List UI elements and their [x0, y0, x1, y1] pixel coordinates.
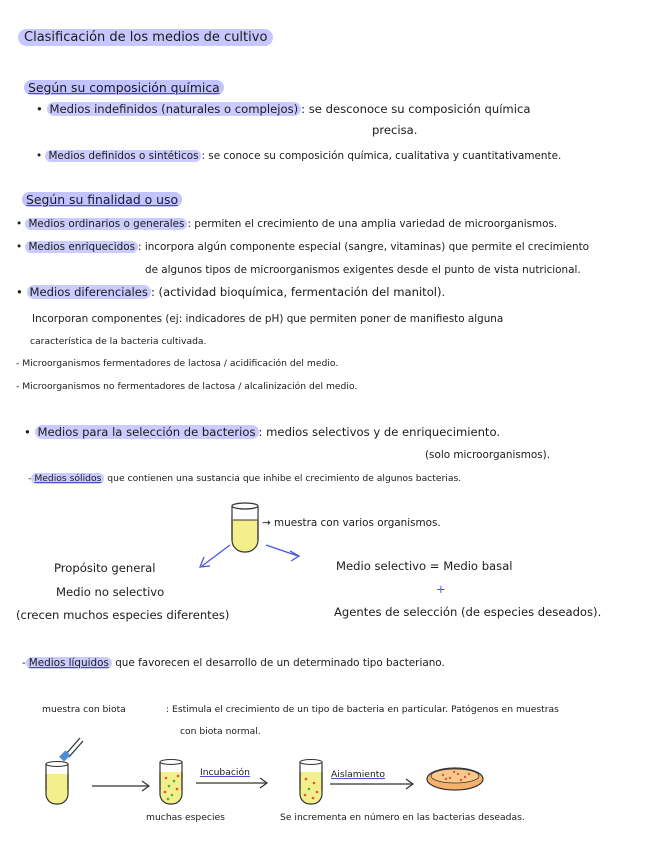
item2-text: : se conoce su composición química, cualitativa y cuantitativamente. [201, 150, 562, 162]
item2-label: Medios definidos o sintéticos [45, 150, 201, 162]
diferenciales-desc: Incorporan componentes (ej: indicadores de pH) que permiten poner de manifiesto alguna [32, 313, 504, 325]
seleccion-item: • Medios para la selección de bacterios : medios selectivos y de enriquecimiento. [24, 425, 501, 439]
composicion-item-1: • Medios indefinidos (naturales o complejos) : se desconoce su composición química [36, 102, 531, 116]
diferenciales-item: • Medios diferenciales : (actividad bioquímica, fermentación del manitol). [16, 285, 446, 299]
no-fermentadores-item: - Microorganismos no fermentadores de lactosa / alcalinización del medio. [16, 381, 358, 392]
composicion-heading: Según su composición química [24, 81, 224, 95]
fermentadores-item: - Microorganismos fermentadores de lactosa / acidificación del medio. [16, 358, 339, 369]
arrow-1 [92, 781, 149, 791]
diferenciales-desc-cont: característica de la bacteria cultivada. [30, 336, 207, 347]
ordinarios-item: • Medios ordinarios o generales : permiten el crecimiento de una amplia variedad de microorganismos. [16, 218, 558, 230]
liquidos-item: - Medios líquidos que favorecen el desarrollo de un determinado tipo bacteriano. [22, 657, 445, 669]
proposito-general: Propósito general [54, 561, 156, 575]
arrow-3 [330, 779, 413, 789]
crecen-especies: (crecen muchos especies diferentes) [16, 608, 230, 622]
muchas-especies: muchas especies [146, 812, 225, 823]
test-tube-2 [160, 760, 182, 805]
muestra-label: → muestra con varios organismos. [262, 517, 441, 529]
biota-text: : Estimula el crecimiento de un tipo de bacteria en particular. Patógenos en muestras [166, 704, 559, 715]
medio-no-selectivo: Medio no selectivo [56, 585, 165, 599]
incubacion-label: Incubación [200, 767, 250, 778]
item1-label: Medios indefinidos (naturales o complejos) [47, 102, 302, 116]
test-tube-main [232, 503, 258, 552]
aislamiento-label: Aislamiento [331, 769, 386, 780]
composicion-item-1-cont: precisa. [372, 123, 418, 137]
agentes-seleccion: Agentes de selección (de especies deseados). [334, 605, 602, 619]
biota-text-cont: con biota normal. [180, 726, 261, 737]
enriquecidos-item-cont: de algunos tipos de microorganismos exigentes desde el punto de vista nutricional. [145, 264, 581, 276]
petri-dish [427, 768, 483, 790]
test-tube-3 [300, 760, 322, 805]
test-tube-1 [46, 762, 68, 805]
finalidad-heading: Según su finalidad o uso [22, 193, 182, 207]
medio-selectivo: Medio selectivo = Medio basal [336, 559, 513, 573]
composicion-item-2: • Medios definidos o sintéticos : se conoce su composición química, cualitativa y cuantitativamente. [36, 150, 562, 162]
biota-label: muestra con biota [42, 704, 126, 715]
pipette [59, 738, 83, 762]
plus-sign: + [436, 582, 446, 596]
solidos-item: - Medios sólidos que contienen una sustancia que inhibe el crecimiento de algunos bacterias. [28, 473, 462, 484]
enriquecidos-item: • Medios enriquecidos : incorpora algún componente especial (sangre, vitaminas) que permite el crecimiento [16, 241, 590, 253]
item1-text: : se desconoce su composición química [301, 102, 531, 116]
arrow-2 [196, 778, 267, 788]
incrementa-label: Se incrementa en número en las bacterias deseadas. [280, 812, 525, 823]
seleccion-item-cont: (solo microorganismos). [425, 449, 551, 461]
page-title: Clasificación de los medios de cultivo [18, 31, 273, 45]
